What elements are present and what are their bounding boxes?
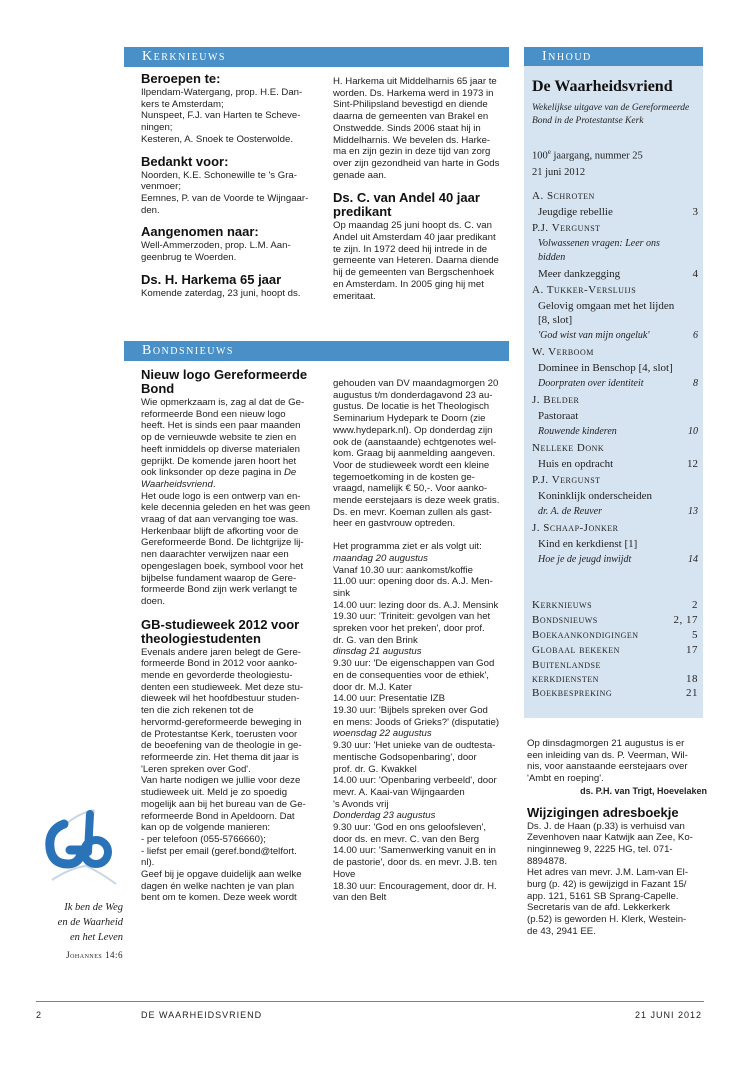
toc-entry-title: Huis en opdracht (538, 458, 614, 470)
toc-entry-title: J. Belder (532, 394, 580, 406)
andel-heading: Ds. C. van Andel 40 jaar predikant (333, 190, 480, 220)
day2-text: 9.30 uur: 'De eigenschappen van God en de consequenties voor de ethiek', door dr. M.J. Kater 14.00 uur: Presentatie IZB 19.30 uur: 'Bijbels spreken over God en mens: Joods of Grieks?' (disputatie) (333, 658, 500, 728)
toc-subtitle: Wekelijkse uitgave van de Gereformeerde Bond in de Protestantse Kerk (532, 103, 690, 126)
toc-entry-page: 13 (688, 506, 698, 517)
toc-sub (532, 552, 698, 568)
footer-magazine: DE WAARHEIDSVRIEND (141, 1010, 263, 1020)
programma-intro: Het programma ziet er als volgt uit: (333, 541, 482, 553)
toc-section-page: 2, 17 (673, 614, 698, 626)
toc-author (532, 282, 698, 298)
toc-section-page: 21 (686, 687, 698, 699)
toc-section (532, 686, 698, 701)
toc-entry-title: 'God wist van mijn ongeluk' (538, 330, 650, 341)
toc-entry-title: J. Schaap-Jonker (532, 522, 619, 534)
adresboekje-text: Ds. J. de Haan (p.33) is verhuisd van Zevenhoven naar Katwijk aan Zee, Ko- ninginneweg 9, 2225 HG, tel. 071- 8894878. Het adres van mevr. J.M. Lam-van El- burg (p. 42) is gewijzigd in Fazant 15/ app. 121, 5161 SB Sprang-Capelle. Secretaris van de afd. Lekkerkerk (p.52) is geworden H. Klerk, Westein- de 43, 2941 EE. (527, 820, 693, 937)
toc-title: De Waarheidsvriend (532, 78, 673, 95)
veerman-note: Op dinsdagmorgen 21 augustus is er een inleiding van ds. P. Veerman, Wil- nis, voor aanstaande eerstejaars over 'Ambt en roeping'. (527, 738, 688, 785)
toc-section-page: 2 (692, 599, 698, 611)
toc-entry-title: Kind en kerkdienst [1] (538, 538, 638, 550)
aangenomen-text: Well-Ammerzoden, prop. L.M. Aan- geenbrug te Woerden. (141, 240, 291, 264)
day2-label: dinsdag 21 augustus (333, 646, 422, 658)
footer-date: 21 JUNI 2012 (634, 1010, 702, 1020)
toc-issue: 100e jaargang, nummer 25 21 juni 2012 (532, 148, 643, 178)
day4-label: Donderdag 23 augustus (333, 810, 436, 822)
toc-author (532, 472, 698, 488)
toc-entry (532, 536, 698, 552)
toc-entry-title: Volwassenen vragen: Leer ons bidden (538, 238, 660, 263)
toc-entry-page: 8 (693, 378, 698, 389)
harkema-text: Komende zaterdag, 23 juni, hoopt ds. (141, 287, 301, 299)
toc-entry-title: P.J. Vergunst (532, 474, 601, 486)
toc-entry-title: A. Tukker-Versluijs (532, 284, 637, 296)
toc-author (532, 520, 698, 536)
logo-heading: Nieuw logo Gereformeerde Bond (141, 367, 308, 396)
toc-entry-page: 4 (692, 268, 698, 280)
day1-label: maandag 20 augustus (333, 552, 428, 564)
toc-entry-title: Meer dankzegging (538, 268, 621, 280)
page-number: 2 (36, 1010, 43, 1020)
toc-entry-title: Nelleke Donk (532, 442, 605, 454)
toc-author (532, 188, 698, 204)
toc-section (532, 628, 698, 643)
toc-entry (532, 298, 698, 328)
toc-section-title: Boekbespreking (532, 687, 613, 699)
note-signature: ds. P.H. van Trigt, Hoevelaken (580, 785, 707, 796)
toc-section (532, 613, 698, 628)
toc-author (532, 392, 698, 408)
toc-entry-page: 12 (687, 458, 698, 470)
toc-entry-title: Hoe je de jeugd inwijdt (538, 554, 632, 565)
toc-section (532, 598, 698, 613)
harkema-text-cont: H. Harkema uit Middelharnis 65 jaar te worden. Ds. Harkema werd in 1973 in Sint-Philipsland bevestigd en diende daarna de gemeenten van Brakel en Onstwedde. Sinds 2006 staat hij in Middelharnis. We bevelen ds. Harke- ma en zijn gezin in deze tijd van zorg over zijn gezondheid van harte in Gods genade aan. (333, 76, 500, 181)
day3-label: woensdag 22 augustus (333, 728, 432, 740)
toc-sub (532, 504, 698, 520)
kerknieuws-header: Kerknieuws (124, 47, 509, 67)
studieweek-text: Evenals andere jaren belegt de Gere- formeerde Bond in 2012 voor aanko- mende en gevorderde theologiestu- denten een studieweek. Met deze stu- dieweek wil het hoofdbestuur studen- ten die zich rekenen tot de hervormd-gereformeerde beweging in de Protestantse Kerk, toerusten voor de beoefening van de theologie in ge- reformeerde zin. Het thema dit jaar is 'Leren spreken over God'. Van harte nodigen we jullie voor deze studieweek uit. Meld je zo spoedig mogelijk aan bij het bureau van de Ge- reformeerde Bond in Apeldoorn. Dat kan op de volgende manieren: - per telefoon (055-5766660); - liefst per email (geref.bond@telfort. nl). Geef bij je opgave duidelijk aan welke dagen én welke nachten je van plan bent om te komen. Deze week wordt (141, 646, 306, 904)
footer-rule (36, 1001, 704, 1002)
adresboekje-heading: Wijzigingen adresboekje (527, 804, 679, 820)
day3-text: 9.30 uur: 'Het unieke van de oudtesta- mentische Godsopenbaring', door prof. dr. G. Kwakkel 14.00 uur: 'Openbaring verbeeld', door mevr. A. Kaai-van Wijngaarden 's Avonds vrij (333, 740, 497, 810)
logo-text: Wie opmerkzaam is, zag al dat de Ge- reformeerde Bond een nieuw logo heeft. Het is sinds een paar maanden op de vernieuwde website te zien en heeft inmiddels op diverse materialen geprijkt. De komende jaren hoort het ook linksonder op deze pagina in De Waarheidsvriend. Het oude logo is een ontwerp van en- kele decennia geleden en het was geen vraag of dat aan vervanging toe was. Herkenbaar blijft de afkorting voor de Gereformeerde Bond. De lichtgrijze lij- nen daarachter verwijzen naar een opengeslagen boek, symbool voor het bijbelse fundament waarop de Gere- formeerde Bond zijn werk verlangt te doen. (141, 397, 311, 607)
bedankt-text: Noorden, K.E. Schonewille te 's Gra- venmoer; Eemnes, P. van de Voorde te Wijngaar- den. (141, 169, 309, 216)
toc-entry-title: W. Verboom (532, 346, 594, 358)
toc-list (532, 188, 698, 568)
right-col (527, 738, 707, 938)
beroepen-heading: Beroepen te: (141, 71, 221, 86)
bondsnieuws-header: Bondsnieuws (124, 341, 509, 361)
toc-entry (532, 456, 698, 472)
toc-entry (532, 488, 698, 504)
toc-section-page: 17 (686, 644, 698, 656)
toc-section (532, 643, 698, 658)
toc-section-page: 18 (686, 673, 698, 685)
logo-quote: Ik ben de Weg en de Waarheid en het Leven (57, 902, 123, 943)
studieweek-text-cont: gehouden van DV maandagmorgen 20 augustus t/m donderdagavond 23 au- gustus. De locatie is het Theologisch Seminarium Hydepark te Doorn (zie www.hydepark.nl). Op donderdag zijn ook de (aanstaande) echtgenotes wel- kom. Graag bij aanmelding aangeven. Voor de studieweek wordt een kleine tegemoetkoming in de kosten ge- vraagd, namelijk € 50,-. Voor aanko- mende eerstejaars is deze week gratis. Ds. en mevr. Koeman zullen als gast- heer en gastvrouw optreden. (333, 378, 500, 530)
day4-text: 9.30 uur: 'God en ons geloofsleven', door ds. en mevr. C. van den Berg 14.00 uur: 'Samenwerking vanuit en in de pastorie', door ds. en mevr. J.B. ten Hove 18.30 uur: Encouragement, door dr. H. van den Belt (333, 822, 497, 904)
kerknieuws-col1 (141, 72, 321, 299)
gb-logo (34, 802, 126, 894)
toc-author (532, 344, 698, 360)
toc-section-page: 5 (692, 629, 698, 641)
toc-section-title: Bondsnieuws (532, 614, 598, 626)
toc-author (532, 220, 698, 236)
toc-entry (532, 266, 698, 282)
toc-section-title: Boekaankondigingen (532, 629, 639, 641)
toc-sections (532, 598, 698, 701)
toc-entry-title: Gelovig omgaan met het lijden [8, slot] (538, 300, 675, 326)
toc-sub (532, 328, 698, 344)
bondsnieuws-col1 (141, 368, 323, 904)
toc-author (532, 440, 698, 456)
toc-entry-title: dr. A. de Reuver (538, 506, 602, 517)
toc-entry (532, 408, 698, 424)
toc-sub (532, 376, 698, 392)
studieweek-heading: GB-studieweek 2012 voor theologiestudenten (141, 616, 300, 646)
toc-entry-page: 6 (693, 330, 698, 341)
toc-entry-title: Doorpraten over identiteit (538, 378, 644, 389)
andel-text: Op maandag 25 juni hoopt ds. C. van Andel uit Amsterdam 40 jaar predikant te zijn. In 1972 deed hij intrede in de gemeente van Heteren. Daarna diende hij de gemeenten van Bergschenhoek en Amsterdam. In 2005 ging hij met emeritaat. (333, 220, 499, 302)
inhoud-header: Inhoud (524, 47, 703, 67)
aangenomen-heading: Aangenomen naar: (141, 224, 259, 240)
toc-entry-title: Jeugdige rebellie (538, 206, 613, 218)
toc-sub (532, 424, 698, 440)
harkema-heading: Ds. H. Harkema 65 jaar (141, 271, 282, 287)
logo-reference: Johannes 14:6 (66, 950, 123, 960)
bedankt-heading: Bedankt voor: (141, 153, 229, 169)
day1-text: Vanaf 10.30 uur: aankomst/koffie 11.00 uur: opening door ds. A.J. Men- sink 14.00 uur: lezing door ds. A.J. Mensink 19.30 uur: 'Triniteit: gevolgen van het spreken voor het preken', door prof. dr. G. van den Brink (333, 564, 499, 646)
toc-entry-page: 3 (692, 206, 698, 218)
toc-section (532, 658, 698, 686)
beroepen-text: Ilpendam-Watergang, prop. H.E. Dan- kers te Amsterdam; Nunspeet, F.J. van Harten te Scheve- ningen; Kesteren, A. Snoek te Oosterwolde. (141, 87, 303, 145)
toc-section-title: Buitenlandse kerkdiensten (532, 659, 601, 685)
toc-entry-title: A. Schroten (532, 190, 595, 202)
toc-section-title: Kerknieuws (532, 599, 593, 611)
toc-sub (532, 236, 698, 266)
bondsnieuws-col2 (333, 378, 515, 904)
toc-panel (524, 66, 703, 718)
toc-entry-page: 10 (688, 426, 698, 437)
toc-entry (532, 204, 698, 220)
toc-entry-page: 14 (688, 554, 698, 565)
toc-entry-title: Rouwende kinderen (538, 426, 617, 437)
toc-entry (532, 360, 698, 376)
toc-entry-title: Pastoraat (538, 410, 579, 422)
toc-entry-title: Dominee in Benschop [4, slot] (538, 362, 673, 374)
toc-section-title: Globaal bekeken (532, 644, 620, 656)
kerknieuws-col2 (333, 76, 513, 302)
toc-entry-title: Koninklijk onderscheiden (538, 490, 652, 502)
toc-entry-title: P.J. Vergunst (532, 222, 601, 234)
